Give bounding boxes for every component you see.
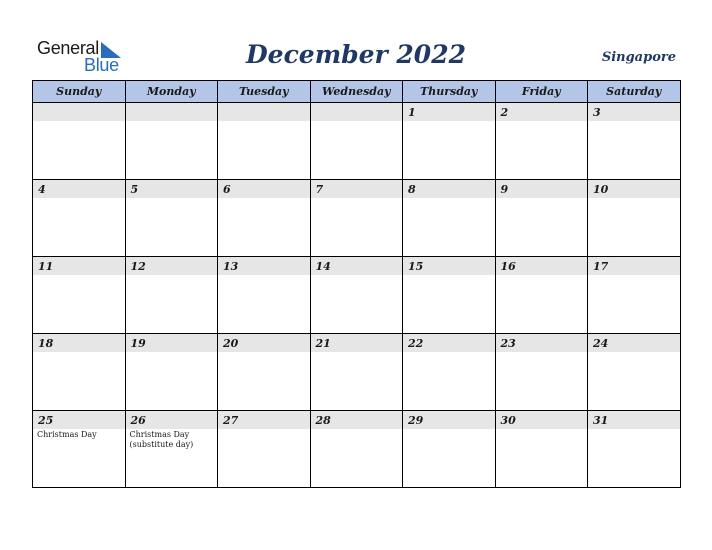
day-number (33, 103, 125, 121)
day-number: 10 (593, 183, 609, 196)
day-cell (218, 257, 311, 334)
day-number: 15 (408, 260, 424, 273)
day-number: 26 (130, 414, 146, 427)
day-cell (33, 334, 126, 411)
day-number-bar (218, 180, 310, 198)
day-cell (588, 257, 681, 334)
day-number-bar (588, 411, 680, 429)
day-cell (495, 257, 588, 334)
day-number: 24 (593, 337, 609, 350)
day-number: 12 (130, 260, 146, 273)
day-number: 17 (593, 260, 609, 273)
day-number-bar (588, 257, 680, 275)
holiday-label: Christmas Day (37, 430, 97, 439)
day-cell (125, 257, 218, 334)
day-number-bar (33, 257, 125, 275)
day-number-bar (218, 103, 310, 121)
day-number: 16 (500, 260, 516, 273)
day-number-bar (311, 334, 403, 352)
day-number: 11 (38, 260, 54, 273)
day-number-bar (588, 334, 680, 352)
day-cell (403, 257, 496, 334)
day-cell (218, 180, 311, 257)
weekday-header-row (33, 81, 681, 103)
day-cell (125, 103, 218, 180)
day-number: 4 (38, 183, 46, 196)
logo-word-blue: Blue (84, 55, 119, 75)
day-number: 5 (130, 183, 139, 196)
week-row (33, 411, 681, 488)
day-cell (125, 334, 218, 411)
day-number-bar (33, 411, 125, 429)
day-number: 30 (500, 414, 516, 427)
day-number: 29 (408, 414, 424, 427)
day-number: 19 (130, 337, 146, 350)
day-number: 1 (408, 106, 416, 119)
day-number: 7 (315, 183, 324, 196)
day-number-bar (311, 257, 403, 275)
day-number-bar (496, 180, 588, 198)
day-number-bar (496, 334, 588, 352)
day-number-bar (496, 411, 588, 429)
day-cell (403, 411, 496, 488)
day-number-bar (218, 411, 310, 429)
day-cell (125, 180, 218, 257)
day-cell (588, 334, 681, 411)
day-number-bar (403, 334, 495, 352)
day-number: 9 (500, 183, 509, 196)
weekday-header: Thursday (403, 81, 496, 103)
day-cell (33, 257, 126, 334)
day-number-bar (126, 411, 218, 429)
weekday-header: Monday (125, 81, 218, 103)
day-cell (403, 180, 496, 257)
day-cell (33, 180, 126, 257)
day-number-bar (311, 411, 403, 429)
day-number: 20 (223, 337, 239, 350)
week-row (33, 180, 681, 257)
day-number-bar (33, 180, 125, 198)
day-number (311, 103, 403, 121)
day-number-bar (403, 411, 495, 429)
week-row (33, 103, 681, 180)
weekday-header: Friday (495, 81, 588, 103)
day-number: 22 (408, 337, 424, 350)
day-number-bar (218, 334, 310, 352)
day-number-bar (496, 103, 588, 121)
day-number: 2 (500, 106, 509, 119)
day-number (218, 103, 310, 121)
day-number: 28 (315, 414, 331, 427)
day-number-bar (126, 334, 218, 352)
day-number: 25 (38, 414, 54, 427)
day-cell (310, 334, 403, 411)
logo-word-general: General (37, 38, 99, 58)
day-cell (33, 411, 126, 488)
day-cell (495, 103, 588, 180)
calendar-title: December 2022 (245, 40, 466, 69)
day-number (126, 103, 218, 121)
day-cell (403, 334, 496, 411)
day-number-bar (496, 257, 588, 275)
day-cell (495, 334, 588, 411)
day-number-bar (311, 180, 403, 198)
holiday-label: Christmas Day (substitute day) (129, 430, 194, 449)
day-number-bar (33, 334, 125, 352)
day-number-bar (218, 257, 310, 275)
day-cell (310, 103, 403, 180)
day-number: 21 (315, 337, 331, 350)
day-cell (588, 411, 681, 488)
week-row (33, 257, 681, 334)
day-cell (310, 180, 403, 257)
day-cell (218, 334, 311, 411)
day-number-bar (311, 103, 403, 121)
day-number-bar (403, 103, 495, 121)
day-number: 6 (223, 183, 231, 196)
day-number: 14 (315, 260, 331, 273)
day-number-bar (588, 180, 680, 198)
weekday-header: Sunday (33, 81, 126, 103)
weekday-header: Wednesday (310, 81, 403, 103)
day-number: 23 (500, 337, 516, 350)
calendar-grid (32, 80, 681, 488)
country-label: Singapore (601, 50, 676, 65)
day-number: 13 (223, 260, 239, 273)
day-number-bar (588, 103, 680, 121)
day-cell (33, 103, 126, 180)
day-number: 18 (38, 337, 54, 350)
day-cell (588, 180, 681, 257)
weekday-header: Tuesday (218, 81, 311, 103)
day-number-bar (33, 103, 125, 121)
day-cell (218, 411, 311, 488)
day-cell (588, 103, 681, 180)
weekday-header: Saturday (588, 81, 681, 103)
day-number-bar (403, 180, 495, 198)
day-number-bar (403, 257, 495, 275)
day-number: 3 (593, 106, 601, 119)
day-cell (125, 411, 218, 488)
day-cell (403, 103, 496, 180)
day-number-bar (126, 180, 218, 198)
day-cell (310, 411, 403, 488)
week-row (33, 334, 681, 411)
day-cell (310, 257, 403, 334)
day-cell (495, 180, 588, 257)
day-number: 27 (223, 414, 239, 427)
day-cell (495, 411, 588, 488)
day-number-bar (126, 103, 218, 121)
day-number: 8 (408, 183, 416, 196)
day-cell (218, 103, 311, 180)
day-number-bar (126, 257, 218, 275)
day-number: 31 (593, 414, 609, 427)
